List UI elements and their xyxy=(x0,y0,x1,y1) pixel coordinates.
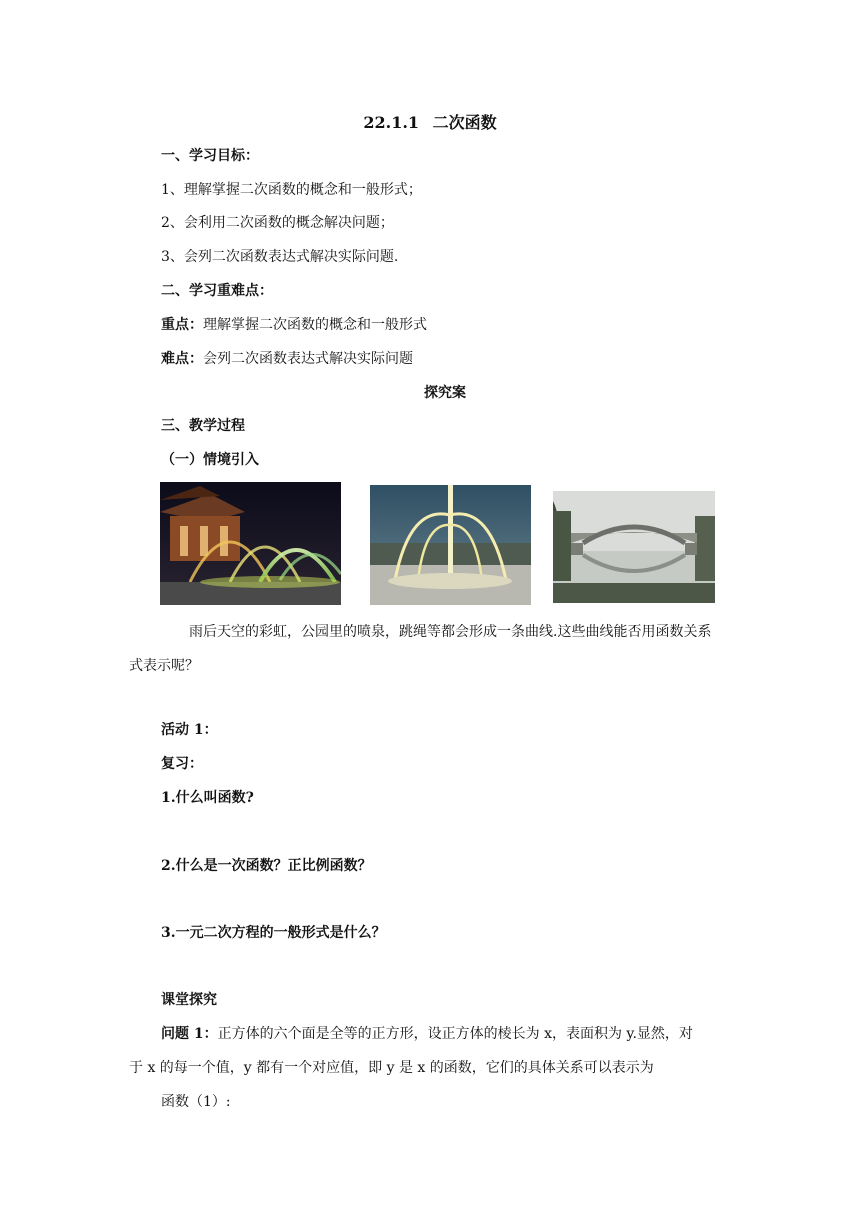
difficult-point-label: 难点： xyxy=(161,351,203,367)
section-key-points-heading: 二、学习重难点： xyxy=(161,283,273,299)
arch-bridge-photo xyxy=(553,491,715,603)
function-1-label: 函数（1）: xyxy=(161,1094,231,1110)
palace-fountain-photo xyxy=(160,482,341,605)
intro-paragraph-line-1: 雨后天空的彩虹，公园里的喷泉，跳绳等都会形成一条曲线.这些曲线能否用函数关系 xyxy=(189,624,712,640)
activity-label: 活动 1： xyxy=(161,722,218,738)
subsection-intro-heading: （一）情境引入 xyxy=(161,452,259,468)
key-point-label: 重点： xyxy=(161,317,203,333)
difficult-point xyxy=(161,349,413,369)
problem-1-label: 问题 1： xyxy=(161,1026,218,1042)
question-1: 1.什么叫函数? xyxy=(161,790,254,806)
goal-item-1: 1、理解掌握二次函数的概念和一般形式； xyxy=(161,182,422,198)
difficult-point-text: 会列二次函数表达式解决实际问题 xyxy=(203,351,413,367)
intro-paragraph-line-2: 式表示呢？ xyxy=(129,658,199,674)
key-point xyxy=(161,315,427,335)
problem-1-text: 正方体的六个面是全等的正方形，设正方体的棱长为 x，表面积为 y.显然，对 xyxy=(217,1026,693,1042)
section-goals-heading: 一、学习目标： xyxy=(161,148,259,164)
key-point-text: 理解掌握二次函数的概念和一般形式 xyxy=(203,317,427,333)
review-label: 复习： xyxy=(161,756,203,772)
section-process-heading: 三、教学过程 xyxy=(161,418,245,434)
page-title: 22.1.1 二次函数 xyxy=(363,113,497,132)
problem-1-line-1 xyxy=(161,1024,693,1044)
problem-1-line-2: 于 x 的每一个值，y 都有一个对应值，即 y 是 x 的函数，它们的具体关系可以表示为 xyxy=(129,1060,654,1076)
class-explore-heading: 课堂探究 xyxy=(161,992,217,1008)
arch-fountain-photo xyxy=(370,485,531,605)
explore-heading: 探究案 xyxy=(424,385,466,401)
goal-item-3: 3、会列二次函数表达式解决实际问题. xyxy=(161,249,399,265)
question-2: 2.什么是一次函数？正比例函数？ xyxy=(161,858,372,874)
question-3: 3.一元二次方程的一般形式是什么？ xyxy=(161,925,386,941)
goal-item-2: 2、会利用二次函数的概念解决问题； xyxy=(161,215,394,231)
